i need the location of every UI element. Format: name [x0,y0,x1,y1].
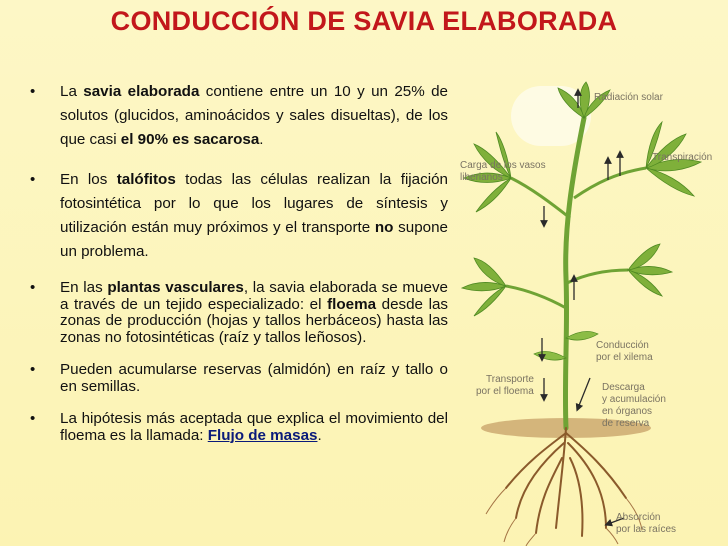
bullet-item [28,280,448,346]
bullet-text: La [60,83,84,100]
branch-right-upper [574,168,646,198]
bullet-emphasis: no [374,219,394,236]
leaf-cluster-right-lower [628,244,672,296]
branch-left-upper [511,178,570,218]
bullet-emphasis: savia elaborada [83,83,200,100]
bullet-item [28,80,448,152]
bullet-item [28,362,448,395]
leaf-cluster-left-lower [462,258,506,316]
label-carga-2: liberianos [460,172,503,183]
bullet-item [28,411,448,444]
bullet-item [28,168,448,264]
plant-transport-diagram [456,78,728,546]
bullet-text: todas las células realizan la fijación fotosintética por lo que los lugares de síntesis y utilización están muy próximos y el transporte [60,171,448,236]
bullet-text: . [259,131,264,148]
label-absorcion-2: por las raíces [616,524,677,535]
bullet-text: En las [60,279,108,296]
arrow-storage [578,378,590,408]
main-stem [565,118,584,428]
bullet-text: Pueden acumularse reservas (almidón) en raíz y tallo o en semillas. [60,361,448,395]
label-descarga-1: Descarga [602,382,645,393]
bullet-text: La hipótesis más aceptada que explica el movimiento del floema es la llamada: [60,410,448,444]
bullet-list [28,80,448,444]
flujo-de-masas-link[interactable]: Flujo de masas [207,426,318,444]
label-absorcion-1: Absorción [616,512,661,523]
bullet-text: . [317,426,322,444]
label-conduccion-1: Conducción [596,340,649,351]
label-descarga-3: en órganos [602,406,653,417]
label-conduccion-2: por el xilema [596,352,653,363]
bullet-text: supone un problema. [60,219,449,260]
root-system [506,428,626,536]
bullet-text: contiene entre un 10 y un 25% de solutos (glucidos, aminoácidos y sales disueltas), de los que casi [60,83,449,148]
slide-title: CONDUCCIÓN DE SAVIA ELABORADA [110,6,618,36]
label-transporte-1: Transporte [486,374,534,385]
label-transporte-2: por el floema [476,386,534,397]
label-descarga-2: y acumulación [602,394,666,405]
bullet-text: En los [60,171,117,188]
label-descarga-4: de reserva [602,418,650,429]
bullet-emphasis: el 90% es sacarosa [120,131,260,148]
branch-left-lower [506,286,566,308]
branch-right-lower [567,270,628,283]
bullet-emphasis: talófitos [116,171,176,188]
bullet-emphasis: plantas vasculares [107,279,244,296]
bullet-emphasis: floema [327,295,377,313]
plant-illustration [456,78,728,546]
label-radiacion: Radiación solar [594,92,663,103]
label-transpiracion: Transpiración [652,152,713,163]
bullet-text: desde las zonas de producción (hojas y tallos herbáceos) hasta las zonas no fotosintéticas (raíz y tallos leñosos). [60,295,448,346]
bullet-text: , la savia elaborada se mueve a través de un tejido especializado: el [60,279,448,313]
label-carga-1: Carga de los vasos [460,160,546,171]
